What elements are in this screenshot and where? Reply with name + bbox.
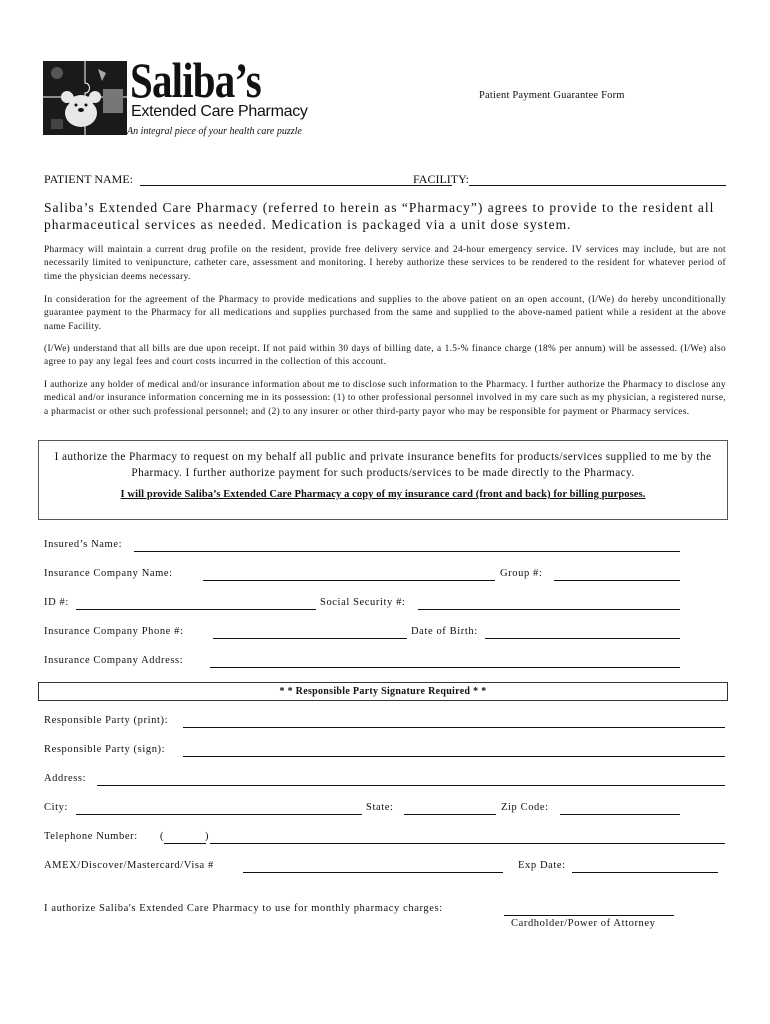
responsible-party-print-field[interactable] [183,727,725,728]
insurance-company-phone-label: Insurance Company Phone #: [44,626,184,637]
patient-facility-row [44,172,726,190]
responsible-party-print-label: Responsible Party (print): [44,715,169,726]
id-number-field[interactable] [76,609,316,610]
cardholder-caption: Cardholder/Power of Attorney [511,918,656,929]
card-number-label: AMEX/Discover/Mastercard/Visa # [44,860,214,871]
telephone-number-field[interactable] [210,843,725,844]
city-field[interactable] [76,814,362,815]
zip-code-field[interactable] [560,814,680,815]
patient-name-field[interactable] [140,185,452,186]
services-paragraph: Pharmacy will maintain a current drug profile on the resident, provide free delivery service and 24-hour emergency service. IV services may include, but are not necessarily limited to venipuncture, catheter care, assessment and monitoring. I hereby authorize these services to be rendered to the resident for whatever period of time the physician deems necessary. [44,245,726,282]
facility-label: FACILITY: [413,172,470,186]
authorization-text: I authorize the Pharmacy to request on my behalf all public and private insurance benefits for products/services supplied to me by the Pharmacy. I further authorize payment for such products/services to be made directly to the Pharmacy. [54,451,712,479]
id-number-label: ID #: [44,597,69,608]
disclosure-paragraph: I authorize any holder of medical and/or insurance information about me to disclose such information to the Pharmacy. I further authorize the Pharmacy to disclose any medical and/or insurance information concerning me in its possession: (1) to other professional personnel involved in my care such as my physician, a registered nurse, a pharmacist or other such professional personnel; and (2) to any insurer or other third-party payor who may be responsible for payment or Pharmacy services. [44,380,726,417]
insurance-company-name-field[interactable] [203,580,495,581]
insured-name-field[interactable] [134,551,680,552]
insurance-company-address-field[interactable] [210,667,680,668]
insurance-authorization-box [38,440,728,520]
card-number-field[interactable] [243,872,503,873]
form-title: Patient Payment Guarantee Form [479,90,625,101]
exp-date-field[interactable] [572,872,718,873]
date-of-birth-field[interactable] [485,638,680,639]
facility-field[interactable] [469,185,726,186]
telephone-area-code-field[interactable] [164,843,206,844]
insurance-card-note [45,487,721,503]
state-label: State: [366,802,394,813]
authorize-charges-label: I authorize Saliba's Extended Care Pharmacy to use for monthly pharmacy charges: [44,903,443,914]
billing-terms-paragraph: (I/We) understand that all bills are due upon receipt. If not paid within 30 days of billing date, a 1.5-% finance charge (18% per annum) will be assessed. (I/We) also agree to pay any legal fees and court costs incurred in the collection of this account. [44,344,726,368]
exp-date-label: Exp Date: [518,860,566,871]
guarantee-paragraph: In consideration for the agreement of the Pharmacy to provide medications and supplies to the above patient on an open account, (I/We) do hereby unconditionally guarantee payment to the Pharmacy for all medications and supplies purchased from the same and supplied to the above-named patient while a resident at the above name Facility. [44,295,726,332]
group-number-field[interactable] [554,580,680,581]
telephone-area-code-open: ( [160,831,165,842]
social-security-label: Social Security #: [320,597,406,608]
responsible-party-sign-label: Responsible Party (sign): [44,744,166,755]
insurance-card-note-text: I will provide Saliba’s Extended Care Pharmacy a copy of my insurance card (front and back) for billing purposes [120,489,643,500]
telephone-area-code-close: ) [205,831,210,842]
puzzle-bear-logo-icon [43,61,127,135]
patient-name-label: PATIENT NAME: [44,172,134,186]
address-field[interactable] [97,785,725,786]
responsible-party-sign-field[interactable] [183,756,725,757]
intro-statement: Saliba’s Extended Care Pharmacy (referred to herein as “Pharmacy”) agrees to provide to the resident all pharmaceutical services as needed. Medication is packaged via a unit dose system. [44,200,715,232]
insurance-company-phone-field[interactable] [213,638,407,639]
telephone-label: Telephone Number: [44,831,138,842]
state-field[interactable] [404,814,496,815]
insurance-company-address-label: Insurance Company Address: [44,655,184,666]
signature-required-banner: * * Responsible Party Signature Required * * [38,682,728,701]
brand-tagline: An integral piece of your health care puzzle [127,126,302,137]
social-security-field[interactable] [418,609,680,610]
zip-code-label: Zip Code: [501,802,549,813]
group-number-label: Group #: [500,568,543,579]
insurance-card-note-period: . [642,489,646,500]
insured-name-label: Insured’s Name: [44,539,123,550]
address-label: Address: [44,773,87,784]
company-logo [43,52,311,141]
cardholder-signature-field[interactable] [504,915,674,916]
city-label: City: [44,802,69,813]
brand-name: Saliba’s [130,52,261,108]
brand-subtitle: Extended Care Pharmacy [131,103,308,120]
insurance-company-name-label: Insurance Company Name: [44,568,173,579]
date-of-birth-label: Date of Birth: [411,626,478,637]
